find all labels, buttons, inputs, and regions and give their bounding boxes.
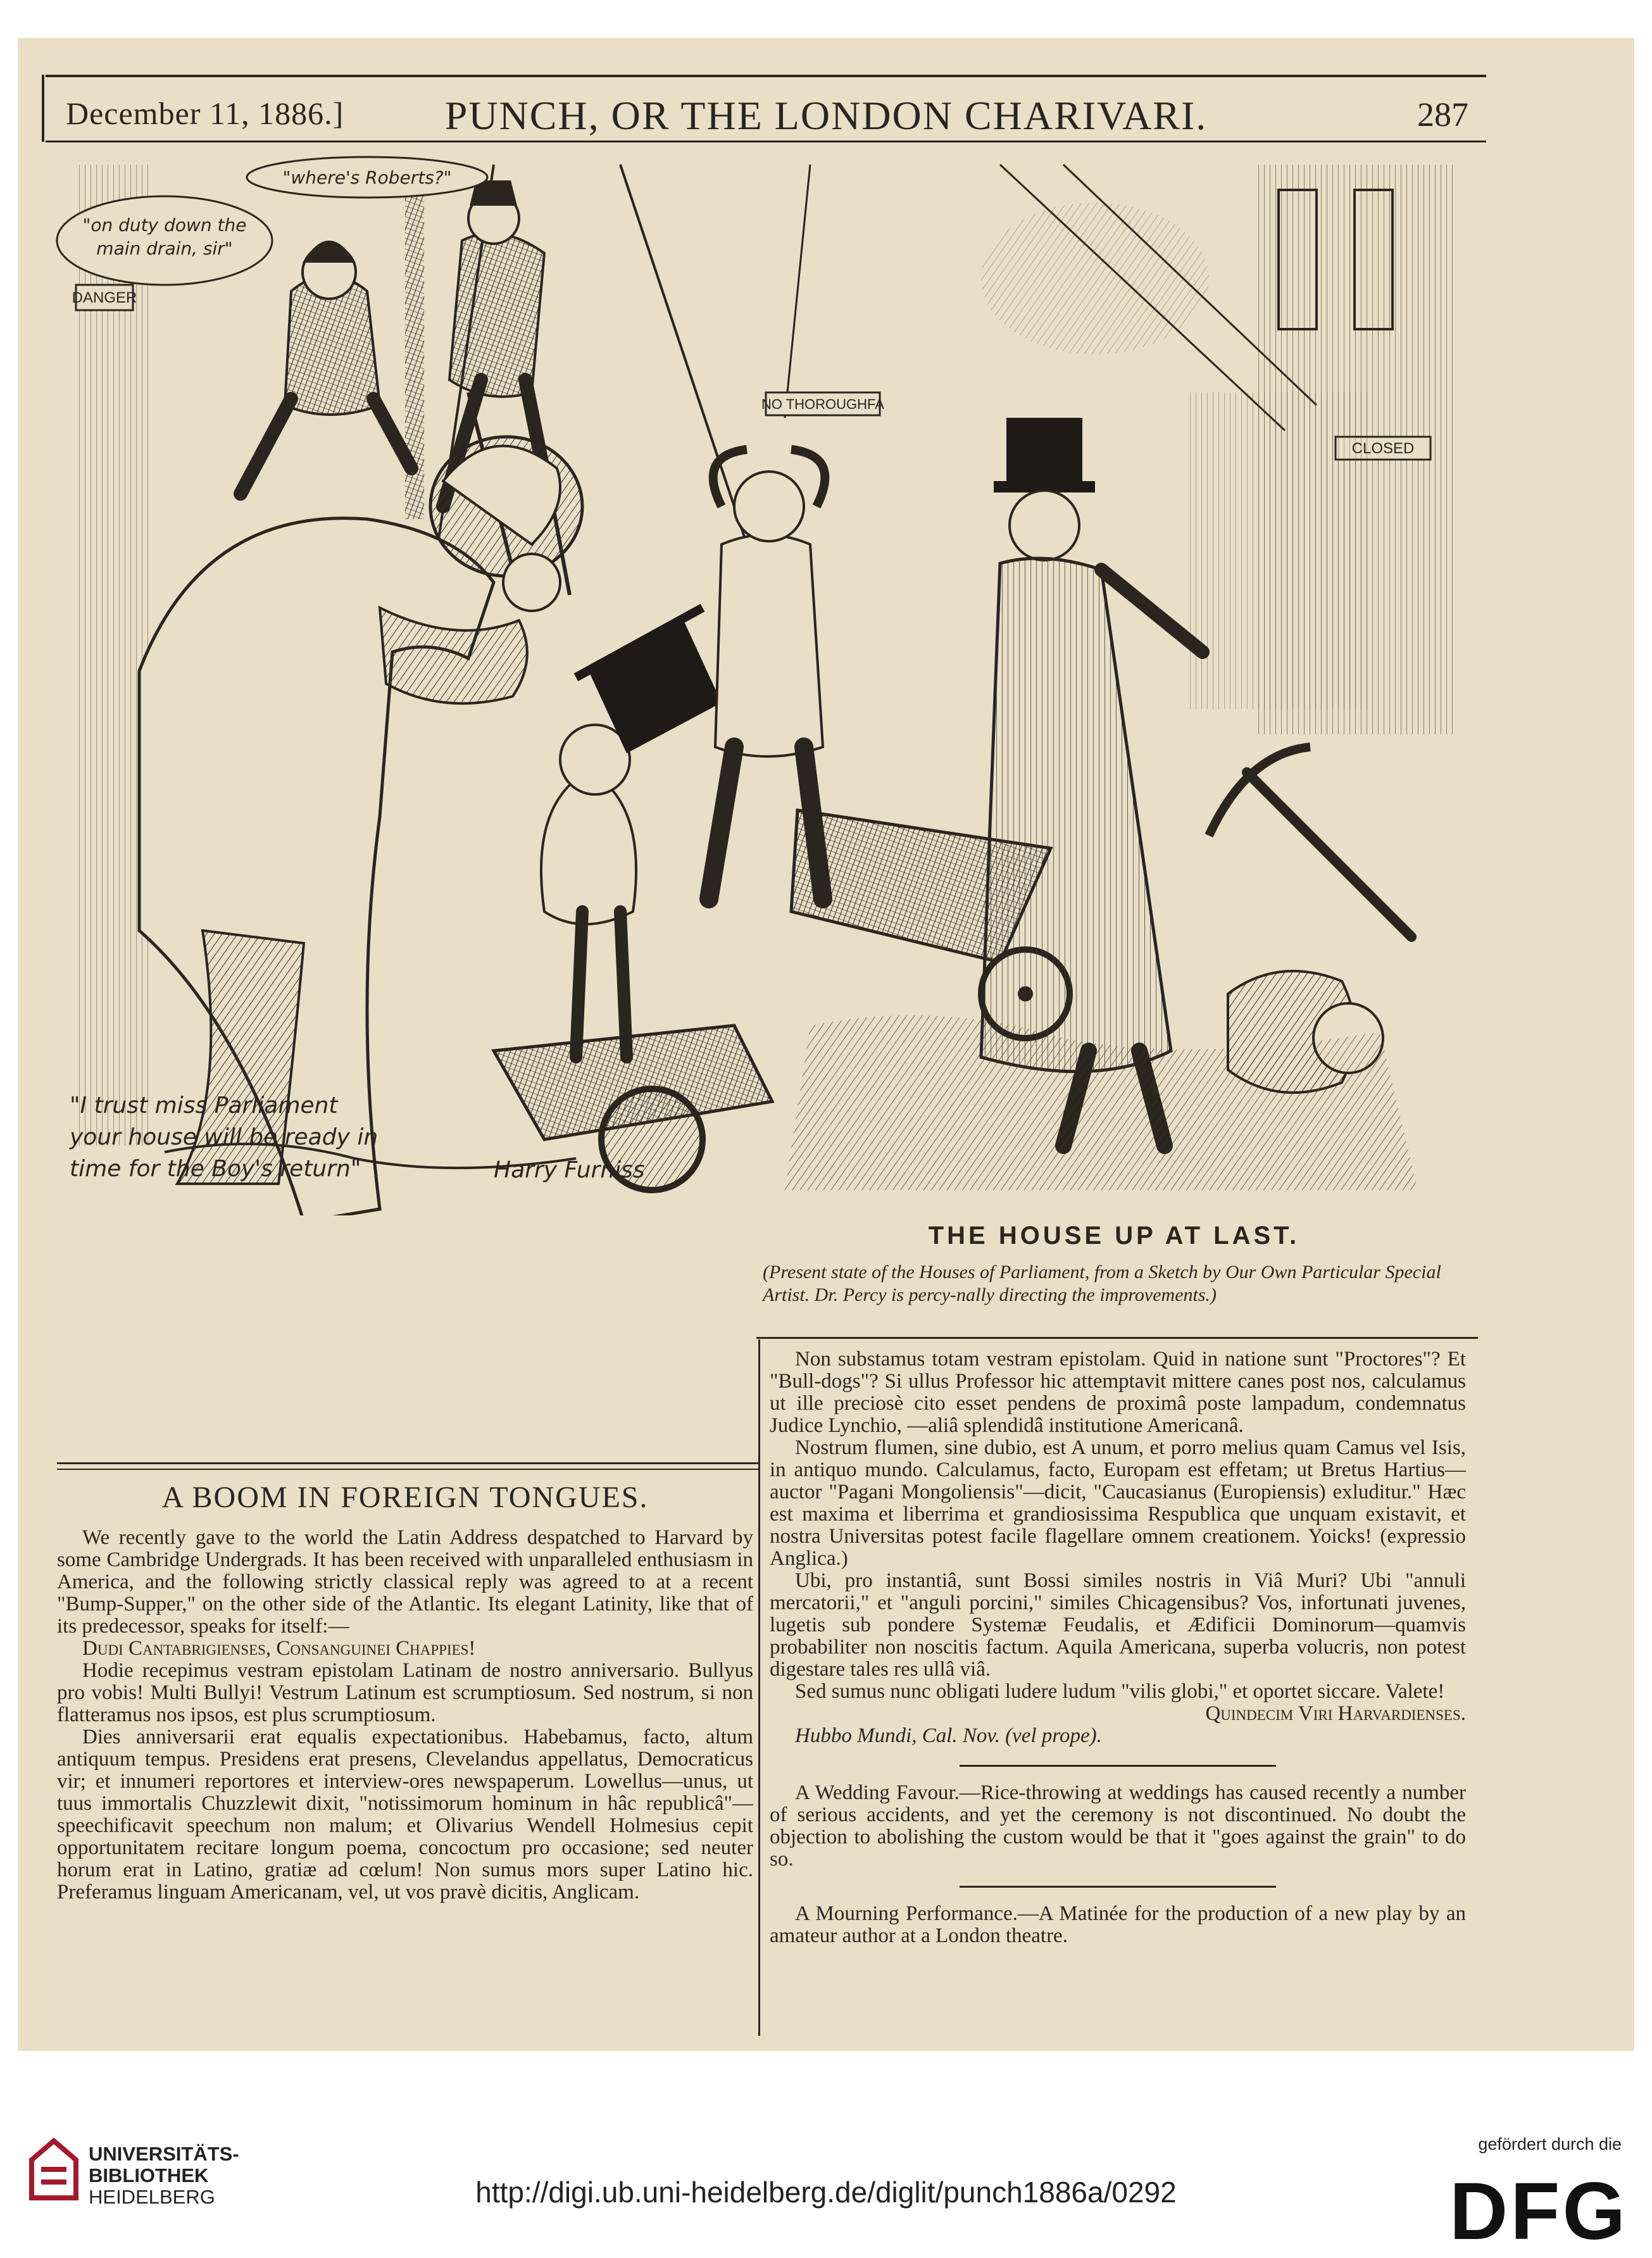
mourning-performance-item: A Mourning Performance.—A Matinée for the production of a new play by an amateur author at a London theatre. <box>770 1902 1466 1947</box>
letter-signoff: Quindecim Viri Harvardienses. <box>1205 1702 1466 1725</box>
masthead-title: PUNCH, OR THE LONDON CHARIVARI. <box>444 93 1208 138</box>
letter-paragraph-2: Dies anniversarii erat equalis expectationibus. Habebamus, facto, altum antiquum tempus. Presidens erat presens, Clevelandus appellatus, Democraticus vir; et innumeri reportores et interview-ores newspaperum. Lowellus—unus, ut tuus immortalis Chuzzlewit dixit, "notissimorum hominum in hâc republicâ"—speechificavit speechum non malum; et Olivarius Wendell Holmesius cepit opportunitatem recitare longum poema, concoctum pro occasione; sed neuter horum erat in Latino, gratiæ ad cœlum! Non sumus mors super Latino hic. Preferamus linguam Americanam, vel, ut vos pravè dicitis, Anglicam. <box>57 1726 753 1904</box>
letter-paragraph-1: Hodie recepimus vestram epistolam Latinam de nostro anniversario. Bullyus pro vobis! Multi Bullyi! Vestrum Latinum est scrumptiosum. Sed nostrum, si non flatteramus nos ipsos, est plus scrumptiosum. <box>57 1659 753 1726</box>
letter-salutation: Dudi Cantabrigienses, Consanguinei Chappies! <box>82 1637 476 1660</box>
library-name[interactable]: UNIVERSITÄTS- BIBLIOTHEK HEIDELBERG <box>89 2143 239 2208</box>
svg-text:your house will be ready in: your house will be ready in <box>70 1124 379 1150</box>
artist-signature: Harry Furniss <box>494 1157 645 1183</box>
dfg-logo[interactable]: DFG <box>1449 2166 1628 2257</box>
letter-paragraph-4: Nostrum flumen, sine dubio, est A unum, et porro melius quam Camus vel Isis, in antiquo mundo. Calculamus, facto, Europam est effetam; ut Bretus Hartius—auctor "Pagani Mongoliensis"—dicit, "Caucasianus (Europiensis) exluditur." Hæc est maxima et liberrima et grandiosissima Respublica que unquam existavit, et nostra Universitas potest facile flagellare omnem creationem. Yoicks! (expressio Anglica.) <box>770 1436 1466 1570</box>
permalink-url[interactable]: http://digi.ub.uni-heidelberg.de/diglit/punch1886a/0292 <box>475 2176 1177 2209</box>
page-number: 287 <box>1417 96 1468 134</box>
handwritten-note: "I trust miss Parliament <box>70 1093 338 1119</box>
cartoon-illustration <box>51 152 1481 1215</box>
cartoon-caption-title: THE HOUSE UP AT LAST. <box>928 1222 1300 1250</box>
caption-rule <box>756 1337 1478 1339</box>
header-rule-bottom <box>46 141 1486 142</box>
section-rule-top <box>57 1462 760 1464</box>
funding-label: gefördert durch die <box>1478 2135 1622 2154</box>
wedding-favour-item: A Wedding Favour.—Rice-throwing at weddings has caused recently a number of serious accidents, and yet the ceremony is not discontinued. No doubt the objection to abolishing the custom would be that it "goes against the grain" to do so. <box>770 1781 1466 1871</box>
letter-dateline: Hubbo Mundi, Cal. Nov. (vel prope). <box>795 1724 1102 1747</box>
item-rule-1 <box>960 1765 1276 1767</box>
danger-sign: DANGER <box>72 289 137 306</box>
left-column <box>57 1527 753 1904</box>
item-rule-2 <box>960 1886 1276 1888</box>
letter-paragraph-6: Sed sumus nunc obligati ludere ludum "vilis globi," et oportet siccare. Valete! <box>795 1680 1445 1703</box>
article-title: A BOOM IN FOREIGN TONGUES. <box>161 1481 649 1514</box>
issue-date: December 11, 1886.] <box>66 96 344 131</box>
no-thoroughfare-sign: NO THOROUGHFA <box>761 396 884 412</box>
speech-bubble-policeman: "on duty down the <box>82 215 247 235</box>
section-rule-bottom <box>57 1469 760 1470</box>
speech-bubble-inspector: "where's Roberts?" <box>282 167 452 188</box>
letter-paragraph-3: Non substamus totam vestram epistolam. Quid in natione sunt "Proctores"? Et "Bull-dogs"? Si ullus Professor hic attemptavit mittere canes post nos, calculamus ut ille preciosè cito esset pendens de proximâ poste lampadum, condemnatus Judice Lynchio, —aliâ splendidâ institutione Americanâ. <box>770 1348 1466 1437</box>
letter-paragraph-5: Ubi, pro instantiâ, sunt Bossi similes nostris in Viâ Muri? Ubi "annuli mercatorii," et "anguli porcini," similes Chicagensibus? Vos, infortunati juvenes, lugetis sub pondere Systemæ Feudalis, et Ædificii Dominorum—quamvis probabiliter non noscitis factum. Aquila Americana, superba volucris, non potest digestare tales res ullâ viâ. <box>770 1569 1466 1681</box>
cartoon-caption-subtitle: (Present state of the Houses of Parliament, from a Sketch by Our Own Particular Special Artist. Dr. Percy is percy-nally directing the improvements.) <box>763 1262 1441 1305</box>
closed-sign: CLOSED <box>1351 440 1415 457</box>
article-intro: We recently gave to the world the Latin Address despatched to Harvard by some Cambridge Undergrads. It has been received with unparalleled enthusiasm in America, and the following strictly classical reply was agreed to at a recent "Bump-Supper," on the other side of the Atlantic. Its elegant Latinity, like that of its predecessor, speaks for itself:— <box>57 1526 753 1638</box>
svg-text:main drain, sir": main drain, sir" <box>96 238 233 259</box>
column-rule <box>758 1339 760 2036</box>
svg-text:time for the Boy's return": time for the Boy's return" <box>70 1156 361 1182</box>
right-column <box>770 1348 1466 1947</box>
viewer-footer <box>0 2051 1652 2250</box>
header-rule-top <box>46 75 1486 77</box>
